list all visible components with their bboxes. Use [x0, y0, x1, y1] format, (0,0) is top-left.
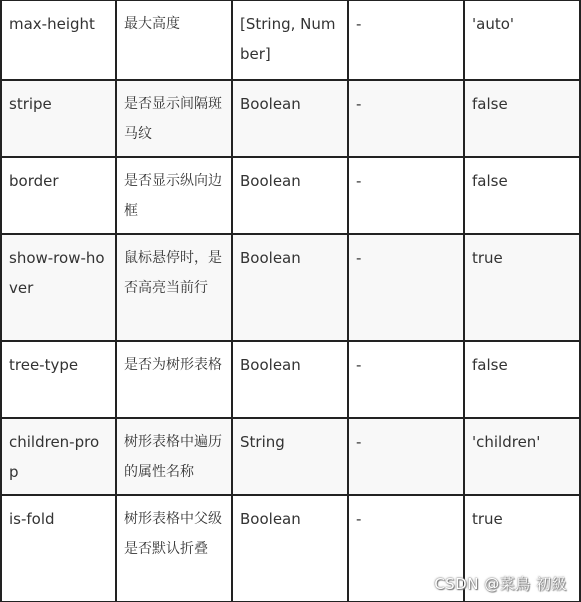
desc-cell: 是否显示间隔斑马纹 [116, 80, 232, 157]
desc-cell: 树形表格中遍历的属性名称 [116, 418, 232, 495]
param-cell: children-prop [1, 418, 116, 495]
default-cell: true [464, 495, 580, 602]
desc-cell: 鼠标悬停时，是否高亮当前行 [116, 234, 232, 341]
type-cell: String [232, 418, 348, 495]
type-cell: Boolean [232, 157, 348, 234]
param-cell: stripe [1, 80, 116, 157]
table-row [1, 234, 580, 341]
param-cell: border [1, 157, 116, 234]
default-cell: 'children' [464, 418, 580, 495]
default-cell: false [464, 80, 580, 157]
param-cell: is-fold [1, 495, 116, 602]
param-cell: max-height [1, 0, 116, 80]
table-row [1, 157, 580, 234]
param-cell: show-row-hover [1, 234, 116, 341]
type-cell: Boolean [232, 234, 348, 341]
options-cell: - [348, 341, 464, 418]
options-cell: - [348, 80, 464, 157]
desc-cell: 最大高度 [116, 0, 232, 80]
csdn-watermark: CSDN @菜鳥 初級 [434, 575, 567, 593]
param-cell: tree-type [1, 341, 116, 418]
default-cell: 'auto' [464, 0, 580, 80]
type-cell: [String, Number] [232, 0, 348, 80]
table-row [1, 0, 580, 80]
type-cell: Boolean [232, 495, 348, 602]
options-cell: - [348, 495, 464, 602]
default-cell: true [464, 234, 580, 341]
table-row [1, 80, 580, 157]
desc-cell: 是否为树形表格 [116, 341, 232, 418]
options-cell: - [348, 418, 464, 495]
type-cell: Boolean [232, 80, 348, 157]
desc-cell: 树形表格中父级是否默认折叠 [116, 495, 232, 602]
default-cell: false [464, 341, 580, 418]
table-row [1, 341, 580, 418]
table-row [1, 418, 580, 495]
options-cell: - [348, 0, 464, 80]
options-cell: - [348, 157, 464, 234]
type-cell: Boolean [232, 341, 348, 418]
options-cell: - [348, 234, 464, 341]
desc-cell: 是否显示纵向边框 [116, 157, 232, 234]
default-cell: false [464, 157, 580, 234]
